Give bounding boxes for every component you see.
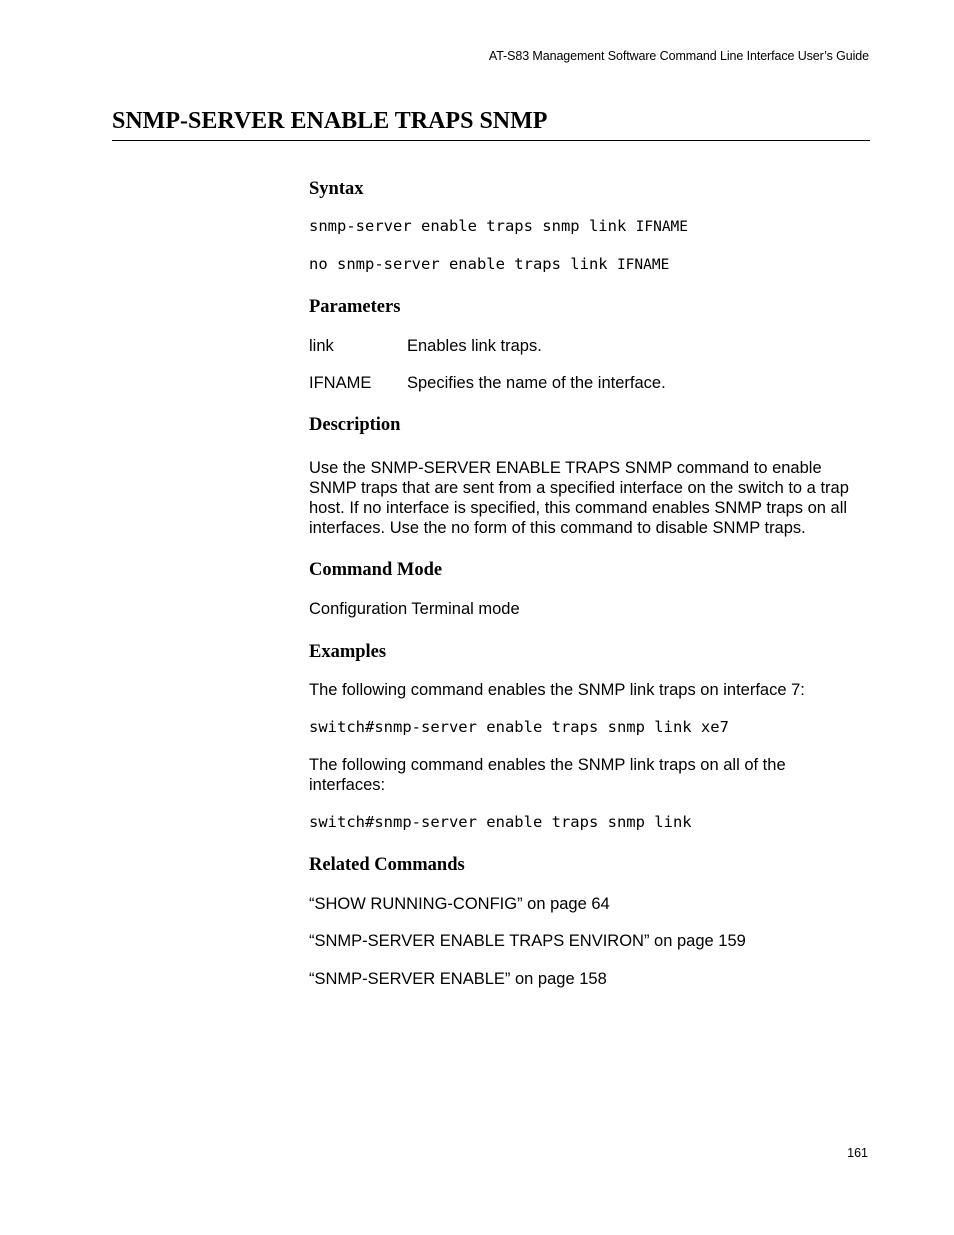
parameter-description: Specifies the name of the interface.: [407, 374, 666, 392]
page-number: 161: [847, 1146, 868, 1160]
examples-heading: Examples: [309, 642, 387, 662]
related-command-link[interactable]: “SNMP-SERVER ENABLE” on page 158: [309, 970, 607, 988]
description-text: Use the SNMP-SERVER ENABLE TRAPS SNMP command to enable SNMP traps that are sent from a specified interface on the switch to a trap host. If no interface is specified, this command enables SNMP traps on all interfaces. Use the no form of this command to disable SNMP traps.: [309, 459, 849, 537]
command-mode-heading: Command Mode: [309, 560, 443, 580]
syntax-argument: IFNAME: [616, 257, 670, 273]
syntax-line: [309, 217, 688, 235]
page-title: SNMP-SERVER ENABLE TRAPS SNMP: [112, 108, 548, 134]
syntax-argument: IFNAME: [635, 219, 689, 235]
syntax-command: snmp-server enable traps snmp link: [309, 217, 636, 235]
syntax-heading: Syntax: [309, 179, 364, 199]
title-rule: [112, 140, 870, 141]
parameter-name: link: [309, 337, 334, 355]
example-intro: The following command enables the SNMP link traps on interface 7:: [309, 681, 805, 699]
parameters-heading: Parameters: [309, 297, 401, 317]
related-command-link[interactable]: “SNMP-SERVER ENABLE TRAPS ENVIRON” on page 159: [309, 932, 746, 950]
description-heading: Description: [309, 415, 401, 435]
related-commands-heading: Related Commands: [309, 855, 465, 875]
syntax-command: no snmp-server enable traps link: [309, 255, 617, 273]
related-command-link[interactable]: “SHOW RUNNING-CONFIG” on page 64: [309, 895, 610, 913]
example-command: switch#snmp-server enable traps snmp link: [309, 813, 692, 831]
running-header: AT-S83 Management Software Command Line Interface User’s Guide: [488, 49, 869, 63]
example-intro: The following command enables the SNMP link traps on all of the interfaces:: [309, 756, 786, 794]
command-mode-text: Configuration Terminal mode: [309, 600, 520, 618]
parameter-description: Enables link traps.: [407, 337, 542, 355]
parameter-name: IFNAME: [309, 374, 372, 392]
syntax-no-form-line: [309, 255, 669, 273]
example-command: switch#snmp-server enable traps snmp link xe7: [309, 718, 729, 736]
